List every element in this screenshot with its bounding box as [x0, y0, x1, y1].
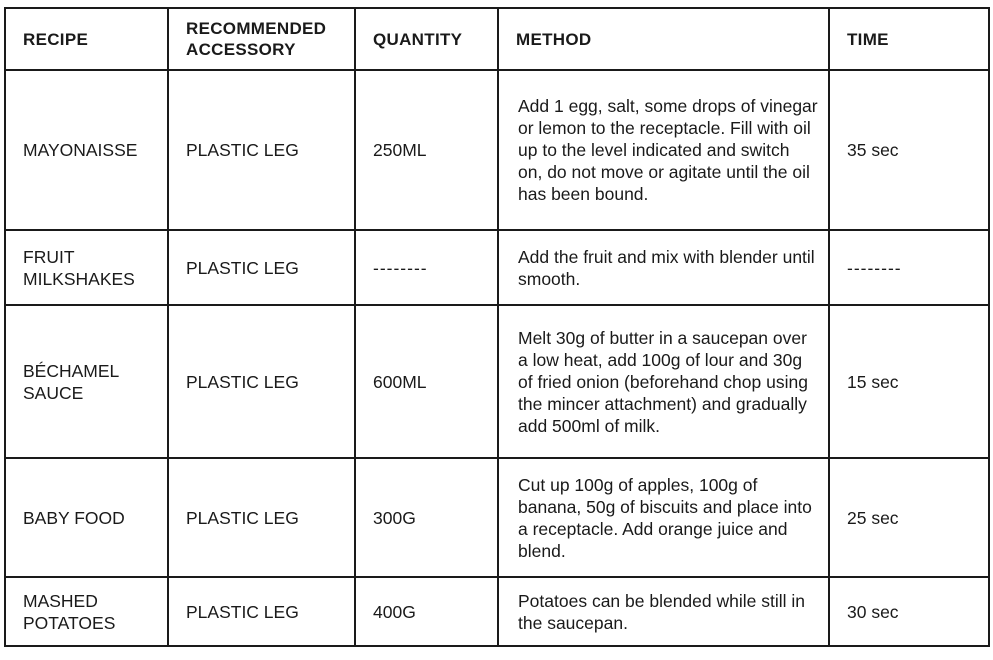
time-cell: 35 sec	[829, 70, 989, 230]
method-cell: Melt 30g of butter in a saucepan over a low heat, add 100g of lour and 30g of fried onion (beforehand chop using the mincer attachment) and gradually add 500ml of milk.	[498, 305, 829, 458]
table-row	[5, 70, 989, 230]
quantity-cell: 250ML	[355, 70, 498, 230]
header-method: METHOD	[498, 8, 829, 70]
recipe-table	[4, 7, 990, 647]
header-recommended-accessory: RECOMMENDED ACCESSORY	[168, 8, 355, 70]
quantity-cell: 400G	[355, 577, 498, 646]
time-cell: 30 sec	[829, 577, 989, 646]
recipe-cell: MAYONAISSE	[5, 70, 168, 230]
accessory-cell: PLASTIC LEG	[168, 305, 355, 458]
header-time: TIME	[829, 8, 989, 70]
time-cell: 15 sec	[829, 305, 989, 458]
time-cell: --------	[829, 230, 989, 305]
recipe-cell: MASHED POTATOES	[5, 577, 168, 646]
table-header-row	[5, 8, 989, 70]
quantity-cell: 300G	[355, 458, 498, 577]
method-cell: Potatoes can be blended while still in the saucepan.	[498, 577, 829, 646]
header-quantity: QUANTITY	[355, 8, 498, 70]
accessory-cell: PLASTIC LEG	[168, 458, 355, 577]
recipe-cell: BABY FOOD	[5, 458, 168, 577]
method-cell: Cut up 100g of apples, 100g of banana, 50g of biscuits and place into a receptacle. Add orange juice and blend.	[498, 458, 829, 577]
recipe-cell: BÉCHAMEL SAUCE	[5, 305, 168, 458]
quantity-cell: --------	[355, 230, 498, 305]
table-row	[5, 305, 989, 458]
time-cell: 25 sec	[829, 458, 989, 577]
header-recipe: RECIPE	[5, 8, 168, 70]
recipe-cell: FRUIT MILKSHAKES	[5, 230, 168, 305]
table-row	[5, 458, 989, 577]
method-cell: Add the fruit and mix with blender until smooth.	[498, 230, 829, 305]
method-cell: Add 1 egg, salt, some drops of vinegar or lemon to the receptacle. Fill with oil up to the level indicated and switch on, do not move or agitate until the oil has been bound.	[498, 70, 829, 230]
accessory-cell: PLASTIC LEG	[168, 70, 355, 230]
table-row	[5, 577, 989, 646]
table-row	[5, 230, 989, 305]
accessory-cell: PLASTIC LEG	[168, 577, 355, 646]
accessory-cell: PLASTIC LEG	[168, 230, 355, 305]
quantity-cell: 600ML	[355, 305, 498, 458]
